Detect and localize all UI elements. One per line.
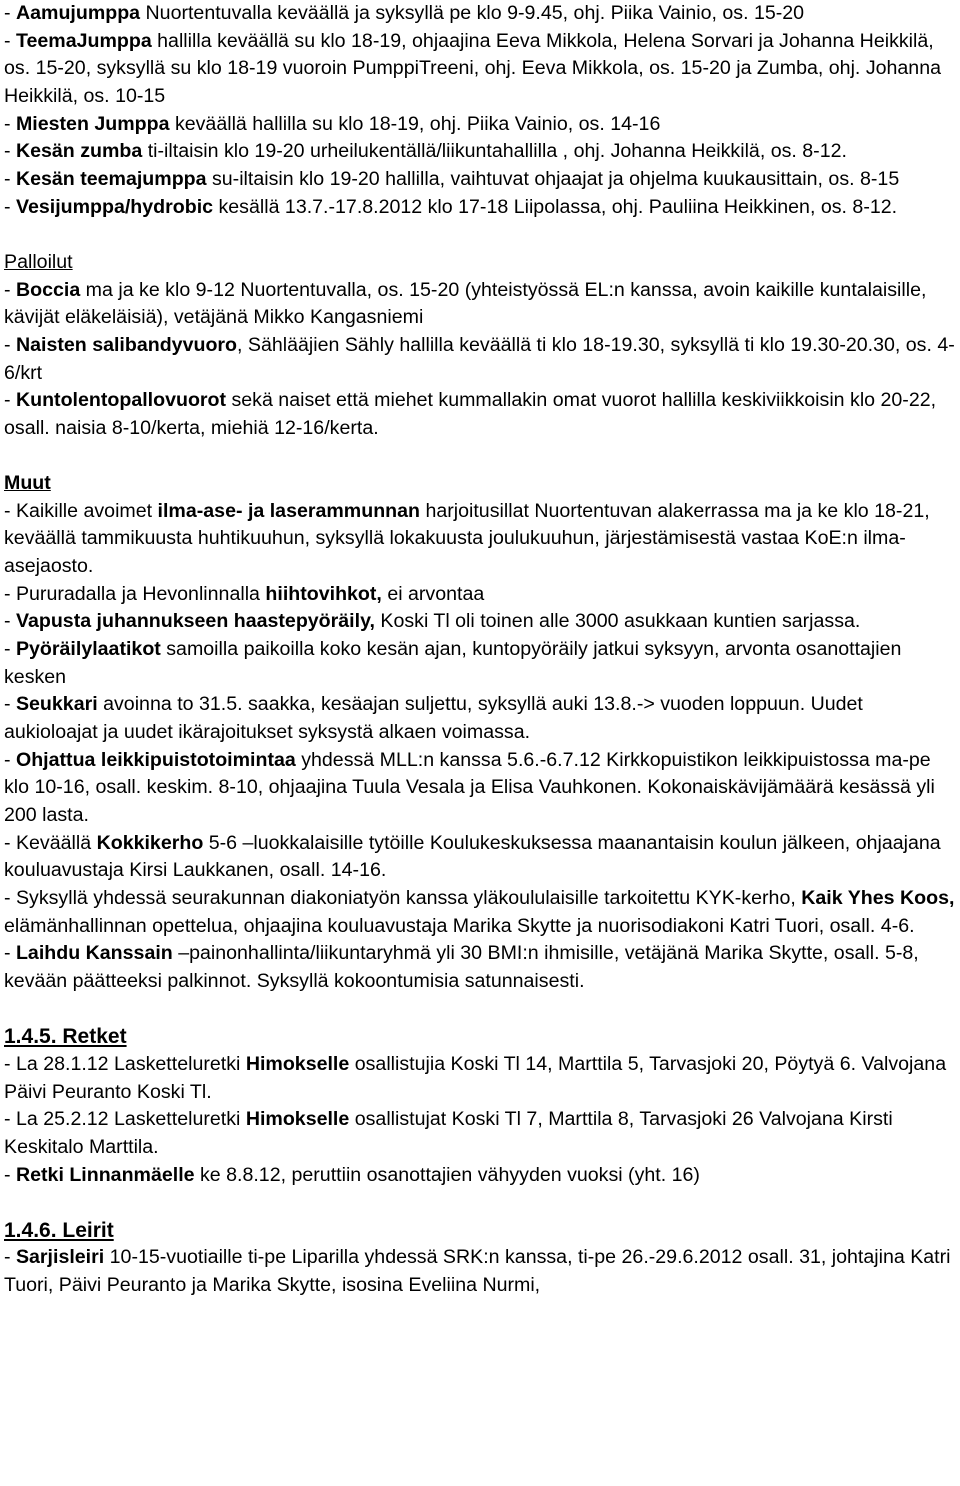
list-item [4,1106,956,1161]
item-text: osallistujia Koski Tl 14, Marttila 5, Tarvasjoki 20, Pöytyä 6. Valvojana Päivi Peuranto Koski Tl. [4,1052,947,1103]
item-bold: Kaik Yhes Koos, [801,886,955,909]
item-prefix: - [4,610,16,633]
item-text: , Sählääjien Sähly hallilla keväällä ti klo 18-19.30, syksyllä ti klo 19.30-20.30, os. 4-6/krt [4,333,955,384]
item-bold: Kesän zumba [15,140,143,163]
item-prefix: - [4,2,16,24]
item-bold: Vapusta juhannukseen haastepyöräily, [15,610,375,633]
item-text: Nuortentuvalla keväällä ja syksyllä pe klo 9-9.45, ohj. Piika Vainio, os. 15-20 [140,2,805,24]
item-bold: Boccia [15,278,81,301]
item-prefix: - Keväällä [4,831,97,854]
item-prefix: - [4,167,16,190]
item-bold: Kuntolentopallovuorot [15,389,227,412]
item-prefix: - [4,638,16,661]
item-prefix: - [4,693,16,716]
item-text: elämänhallinnan opettelua, ohjaajina kouluavustaja Marika Skytte ja nuorisodiakoni Katri Tuori, osall. 4-6. [4,914,915,937]
item-prefix: - Syksyllä yhdessä seurakunnan diakoniatyön kanssa yläkoululaisille tarkoitettu KYK-kerho, [4,886,802,909]
item-text: ma ja ke klo 9-12 Nuortentuvalla, os. 15-20 (yhteistyössä EL:n kanssa, avoin kaikille kuntalaisille, kävijät eläkeläisiä), vetäjänä Mikko Kangasniemi [4,278,927,329]
item-prefix: - [4,140,16,163]
section-retket [4,1023,956,1189]
item-bold: hiihtovihkot, [265,582,382,605]
item-prefix: - [4,278,16,301]
list-item [4,1051,956,1106]
section-muut [4,470,956,995]
item-text: sekä naiset että miehet kummallakin omat vuorot hallilla keskiviikkoisin klo 20-22, osall. naisia 8-10/kerta, miehiä 12-16/kerta. [4,389,937,439]
list-item [4,940,956,995]
item-bold: Sarjisleiri [15,1246,105,1269]
list-item [4,0,956,28]
section-heading: Muut [4,472,51,495]
section-heading: 1.4.6. Leirit [4,1218,114,1242]
item-bold: Miesten Jumppa [15,112,170,135]
item-bold: Laihdu Kanssain [15,942,173,965]
item-prefix: - Pururadalla ja Hevonlinnalla [4,582,266,605]
spacer [4,996,956,1024]
item-prefix: - La 25.2.12 Lasketteluretki [4,1108,246,1131]
item-bold: ilma-ase- ja laserammunnan [157,499,420,522]
list-item [4,138,956,166]
item-bold: TeemaJumppa [15,29,152,52]
list-item [4,581,956,609]
item-text: ke 8.8.12, peruttiin osanottajien vähyyden vuoksi (yht. 16) [194,1163,700,1186]
item-prefix: - [4,195,16,218]
spacer [4,442,956,470]
top-activity-list [4,0,956,221]
item-text: –painonhallinta/liikuntaryhmä yli 30 BMI:n ihmisille, vetäjänä Marika Skytte, osall. 5-8, kevään päätteeksi palkinnot. Syksyllä kokoontumisia satunnaisesti. [4,942,919,992]
spacer [4,1189,956,1217]
item-bold: Pyöräilylaatikot [15,638,161,661]
list-item [4,332,956,387]
item-text: samoilla paikoilla koko kesän ajan, kuntopyöräily jatkui syksyyn, arvonta osanottajien kesken [4,638,902,688]
item-text: su-iltaisin klo 19-20 hallilla, vaihtuvat ohjaajat ja ohjelma kuukausittain, os. 8-15 [206,167,900,190]
item-text: yhdessä MLL:n kanssa 5.6.-6.7.12 Kirkkopuistikon leikkipuistossa ma-pe klo 10-16, osall. keskim. 8-10, ohjaajina Tuula Vesala ja Elisa Vauhkonen. Kokonaiskävijämäärä kesässä yli 200 lasta. [4,748,935,826]
list-item [4,747,956,830]
item-bold: Naisten salibandyvuoro [15,333,238,356]
list-item [4,166,956,194]
item-prefix: - [4,29,16,52]
list-item [4,277,956,332]
section-heading: 1.4.5. Retket [4,1025,127,1049]
item-bold: Retki Linnanmäelle [15,1163,195,1186]
item-text: kesällä 13.7.-17.8.2012 klo 17-18 Liipolassa, ohj. Pauliina Heikkinen, os. 8-12. [213,195,898,218]
item-bold: Aamujumppa [15,2,141,24]
section-heading: Palloilut [4,250,73,273]
section-leirit [4,1217,956,1300]
list-item [4,885,956,940]
list-item [4,387,956,442]
item-text: ti-iltaisin klo 19-20 urheilukentällä/liikuntahallilla , ohj. Johanna Heikkilä, os. 8-12. [142,140,847,163]
item-prefix: - [4,748,16,771]
list-item [4,1162,956,1190]
list-item [4,111,956,139]
item-prefix: - La 28.1.12 Lasketteluretki [4,1052,246,1075]
item-text: Koski Tl oli toinen alle 3000 asukkaan kuntien sarjassa. [374,610,861,633]
list-item [4,1244,956,1299]
item-text: 10-15-vuotiaille ti-pe Liparilla yhdessä SRK:n kanssa, ti-pe 26.-29.6.2012 osall. 31, johtajina Katri Tuori, Päivi Peuranto ja Marika Skytte, isosina Eveliina Nurmi, [4,1246,951,1297]
item-bold: Kokkikerho [96,831,204,854]
item-prefix: - Kaikille avoimet [4,499,158,522]
item-prefix: - [4,389,16,412]
list-item [4,636,956,691]
item-bold: Himokselle [245,1052,350,1075]
spacer [4,221,956,249]
list-item [4,691,956,746]
item-text: 5-6 –luokkalaisille tytöille Koulukeskuksessa maanantaisin koulun jälkeen, ohjaajana kouluavustaja Kirsi Laukkanen, osall. 14-16. [4,831,941,882]
list-item [4,194,956,222]
item-prefix: - [4,1246,16,1269]
item-bold: Ohjattua leikkipuistotoimintaa [15,748,296,771]
item-text: osallistujat Koski Tl 7, Marttila 8, Tarvasjoki 26 Valvojana Kirsti Keskitalo Marttila. [4,1108,893,1158]
item-bold: Kesän teemajumppa [15,167,207,190]
section-palloilut [4,249,956,443]
item-text: keväällä hallilla su klo 18-19, ohj. Piika Vainio, os. 14-16 [169,112,661,135]
item-bold: Vesijumppa/hydrobic [15,195,214,218]
item-bold: Himokselle [245,1108,350,1131]
item-prefix: - [4,1163,16,1186]
item-bold: Seukkari [15,693,98,716]
item-text: avoinna to 31.5. saakka, kesäajan suljettu, syksyllä auki 13.8.-> vuoden loppuun. Uudet aukioloajat ja uudet ikärajoitukset syksystä alkaen voimassa. [4,693,863,744]
list-item [4,830,956,885]
item-text: hallilla keväällä su klo 18-19, ohjaajina Eeva Mikkola, Helena Sorvari ja Johanna Heikkilä, os. 15-20, syksyllä su klo 18-19 vuoroin PumppiTreeni, ohj. Eeva Mikkola, os. 15-20 ja Zumba, ohj. Johanna Heikkilä, os. 10-15 [4,29,941,107]
item-text: ei arvontaa [381,582,485,605]
item-prefix: - [4,333,16,356]
list-item [4,608,956,636]
item-text: harjoitusillat Nuortentuvan alakerrassa ma ja ke klo 18-21, keväällä tammikuusta huhtikuuhun, syksyllä lokakuusta joulukuuhun, järjestämisestä vastaa KoE:n ilma-asejaosto. [4,499,930,578]
list-item [4,28,956,111]
item-prefix: - [4,112,16,135]
list-item [4,498,956,581]
item-prefix: - [4,942,16,965]
